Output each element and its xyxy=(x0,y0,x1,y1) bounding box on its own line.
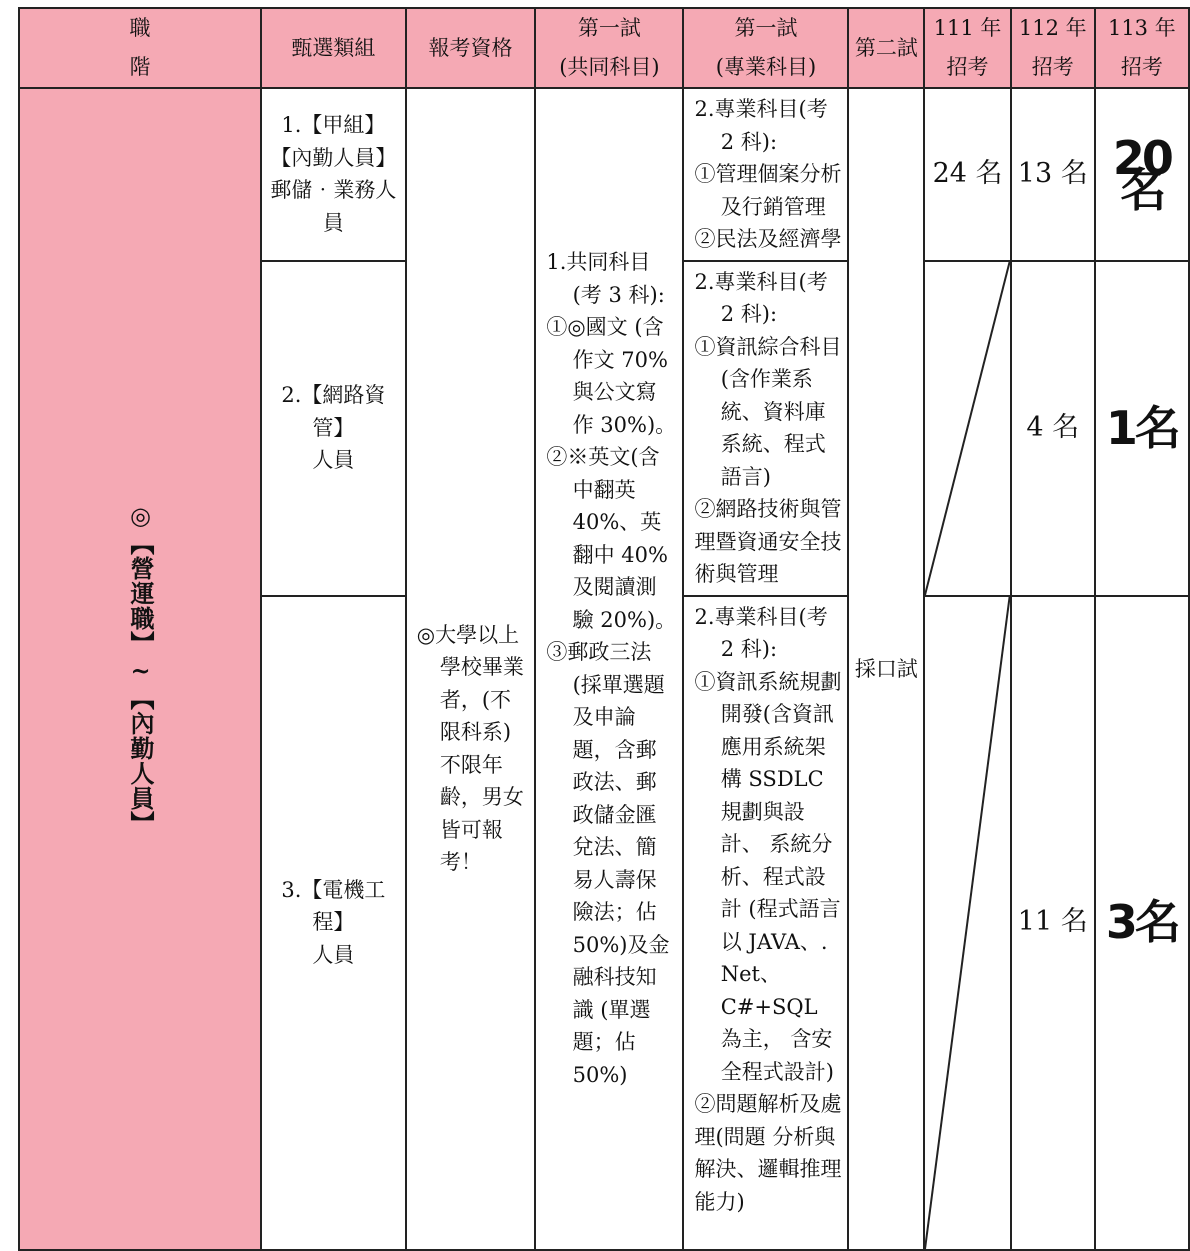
header-exam1-common: 第一試 (共同科目) xyxy=(535,8,683,88)
header-year-113: 113 年 招考 xyxy=(1095,8,1189,88)
quota-113-cell xyxy=(1095,596,1189,1250)
pro-subjects-cell xyxy=(683,261,848,596)
pro-subject-item: ②民法及經濟學 xyxy=(694,227,842,251)
table-row xyxy=(19,88,1189,261)
pro-subject-item: ②網路技術與管理暨資通安全技術與管理 xyxy=(694,497,842,586)
common-subject-heading: 1.共同科目(考 3 科): xyxy=(546,250,665,307)
group-cell xyxy=(261,261,406,596)
quota-111-cell xyxy=(924,88,1011,261)
pro-subject-heading: 2.專業科目(考 2 科): xyxy=(694,604,828,661)
header-exam2: 第二試 xyxy=(848,8,924,88)
exam2-text: 採口試 xyxy=(854,656,918,681)
header-year-111: 111 年 招考 xyxy=(924,8,1011,88)
header-rank: 職 階 xyxy=(19,8,261,88)
quota-112: 11 名 xyxy=(1017,906,1088,938)
exam2-cell xyxy=(848,88,924,1250)
quota-112-cell xyxy=(1011,261,1095,596)
pro-subject-item: ①資訊系統規劃開發(含資訊應用系統架構 SSDLC 規劃與設計、 系統分析、程式設計 (程式語言以 JAVA、. Net、C#+SQL 為主， 含安全程式設計) xyxy=(694,669,842,1084)
common-subject-item: ①◎國文 (含作文 70%與公文寫作 30%)。 xyxy=(546,315,677,437)
pro-subject-item: ②問題解析及處理(問題 分析與解決、邏輯推理 能力) xyxy=(694,1092,849,1214)
group-cell xyxy=(261,88,406,261)
pro-subject-item: ①管理個案分析及行銷管理 xyxy=(694,162,842,219)
quota-113: 1名 xyxy=(1105,400,1178,455)
quota-113: 3名 xyxy=(1105,895,1178,950)
header-qualification: 報考資格 xyxy=(406,8,536,88)
qualification-text: ◎大學以上學校畢業者，(不限科系)不限年齡，男女皆可報考！ xyxy=(416,622,524,875)
diagonal-slash xyxy=(925,597,1010,1249)
common-subjects-cell xyxy=(535,88,683,1250)
quota-113-cell xyxy=(1095,261,1189,596)
pro-subject-heading: 2.專業科目(考 2 科): xyxy=(694,269,828,326)
group-cell xyxy=(261,596,406,1250)
common-subject-item: ②※英文(含中翻英 40%、英翻中 40%及閱讀測驗 20%)。 xyxy=(546,445,677,632)
pro-subjects-cell xyxy=(683,88,848,261)
pro-subjects-cell xyxy=(683,596,848,1250)
header-exam1-professional: 第一試 (專業科目) xyxy=(683,8,848,88)
header-year-112: 112 年 招考 xyxy=(1011,8,1095,88)
group-label: 2.【網路資管】 人員 xyxy=(281,383,386,473)
quota-112: 13 名 xyxy=(1017,158,1088,189)
quota-112-cell xyxy=(1011,88,1095,261)
recruitment-table xyxy=(18,7,1190,1251)
pro-subject-item: ①資訊綜合科目(含作業系統、資料庫系統、程式語言) xyxy=(694,334,842,489)
qualification-cell xyxy=(406,88,536,1250)
group-label: 1.【甲組】 【內勤人員】 郵儲‧業務人員 xyxy=(270,113,397,235)
group-label: 3.【電機工程】 人員 xyxy=(281,877,386,967)
quota-113: 20名 xyxy=(1112,130,1171,218)
quota-111: 24 名 xyxy=(932,158,1003,189)
rank-label: ◎【營運職】~【內勤人員】 xyxy=(126,501,155,837)
quota-112: 4 名 xyxy=(1026,411,1080,443)
diagonal-slash xyxy=(925,262,1010,595)
header-row xyxy=(19,8,1189,88)
common-subject-item: ③郵政三法 (採單選題及申論題，含郵政法、郵政儲金匯兌法、簡易人壽保險法；佔 50%)及金融科技知識 (單選題；佔 50%) xyxy=(546,640,670,1087)
quota-113-cell xyxy=(1095,88,1189,261)
header-group: 甄選類組 xyxy=(261,8,406,88)
quota-112-cell xyxy=(1011,596,1095,1250)
rank-cell xyxy=(19,88,261,1250)
quota-111-empty-cell xyxy=(924,596,1011,1250)
quota-111-empty-cell xyxy=(924,261,1011,596)
pro-subject-heading: 2.專業科目(考 2 科): xyxy=(694,97,828,154)
